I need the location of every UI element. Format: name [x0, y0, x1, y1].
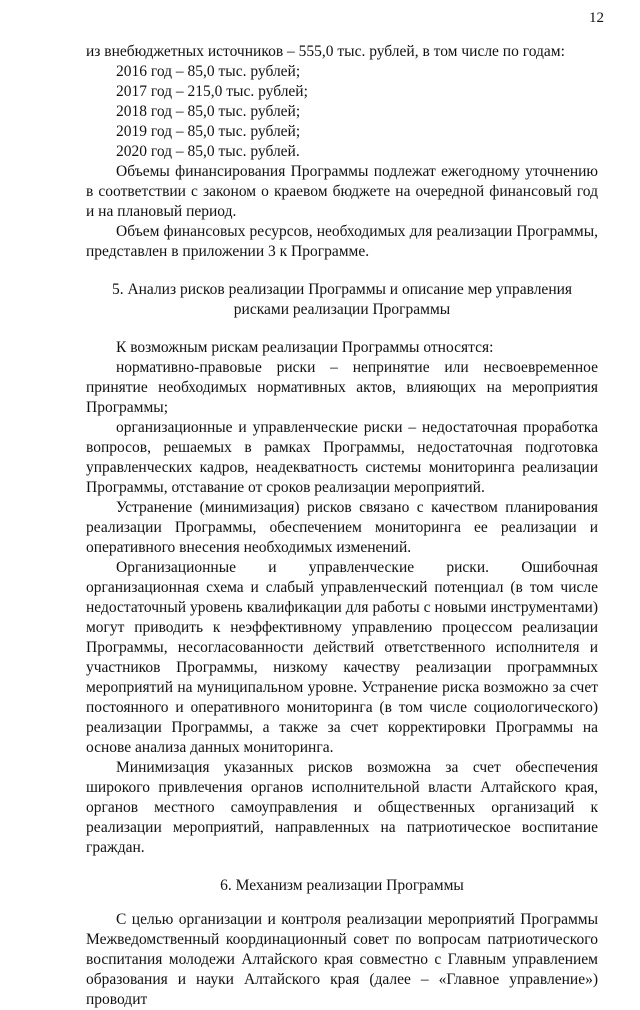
paragraph-org-risks: организационные и управленческие риски – недостаточная проработка вопросов, решаемых в рамках Программы, недостаточная подготовка управленческих кадров, неадекватность системы мониторинга реализации Программы, отставание от сроков реализации мероприятий.: [86, 419, 598, 496]
section-5-heading-line1: 5. Анализ рисков реализации Программы и описание мер управления: [111, 281, 573, 298]
page-number: 12: [589, 10, 604, 26]
paragraph-risk-mitigation: Устранение (минимизация) рисков связано с качеством планирования реализации Программы, обеспечением мониторинга ее реализации и оперативного внесения необходимых изменений.: [86, 499, 598, 556]
paragraph-risk-minimization: Минимизация указанных рисков возможна за счет обеспечения широкого привлечения органов исполнительной власти Алтайского края, органов местного самоуправления и общественных организаций к реализации мероприятий, направленных на патриотическое воспитание граждан.: [86, 759, 598, 856]
year-item-2018: 2018 год – 85,0 тыс. рублей;: [116, 103, 301, 120]
year-item-2019: 2019 год – 85,0 тыс. рублей;: [116, 123, 301, 140]
paragraph-org-risks-detail: Организационные и управленческие риски. Ошибочная организационная схема и слабый управленческий потенциал (в том числе недостаточный уровень квалификации для работы с новыми инструментами) могут приводить к неэффективному управлению процессом реализации Программы, несогласованности действий ответственного исполнителя и участников Программы, низкому качеству реализации программных мероприятий на муниципальном уровне. Устранение риска возможно за счет постоянного и оперативного мониторинга (в том числе социологического) реализации Программы, а также за счет корректировки Программы на основе анализа данных мониторинга.: [86, 559, 598, 756]
paragraph-risks-intro: К возможным рискам реализации Программы относятся:: [116, 339, 494, 356]
year-item-2016: 2016 год – 85,0 тыс. рублей;: [116, 63, 301, 80]
paragraph-financial-resources: Объем финансовых ресурсов, необходимых для реализации Программы, представлен в приложении 3 к Программе.: [86, 223, 598, 260]
year-item-2017: 2017 год – 215,0 тыс. рублей;: [116, 83, 308, 100]
section-5-heading-line2: рисками реализации Программы: [233, 301, 451, 318]
paragraph-mechanism: С целью организации и контроля реализации мероприятий Программы Межведомственный координационный совет по вопросам патриотического воспитания молодежи Алтайского края совместно с Главным управлением образования и науки Алтайского края (далее – «Главное управление») проводит: [86, 911, 598, 1008]
paragraph-legal-risks: нормативно-правовые риски – непринятие или несвоевременное принятие необходимых нормативных актов, влияющих на мероприятия Программы;: [86, 359, 598, 416]
document-body: [86, 42, 598, 1010]
year-item-2020: 2020 год – 85,0 тыс. рублей.: [116, 143, 300, 160]
paragraph-extrabudget: из внебюджетных источников – 555,0 тыс. рублей, в том числе по годам:: [86, 43, 565, 60]
section-5-heading: [86, 280, 598, 320]
paragraph-funding-volume: Объемы финансирования Программы подлежат ежегодному уточнению в соответствии с законом о краевом бюджете на очередной финансовый год и на плановый период.: [86, 163, 598, 220]
section-6-heading: 6. Механизм реализации Программы: [220, 877, 464, 894]
